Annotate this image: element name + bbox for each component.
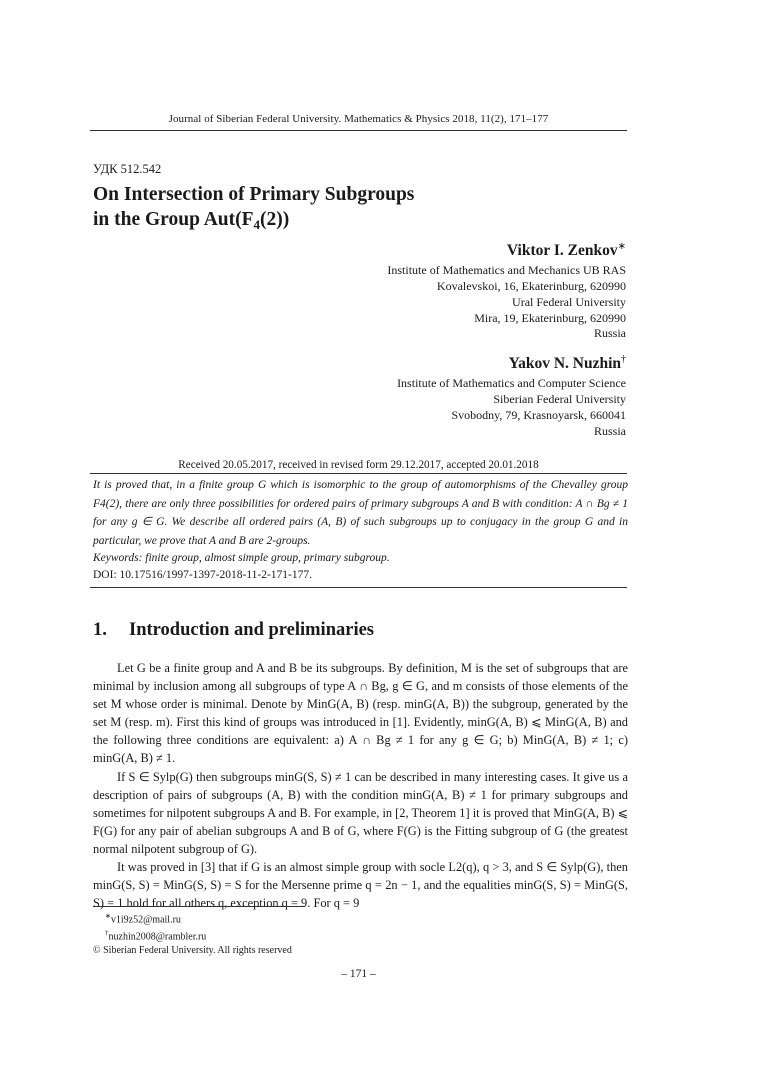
abstract-rule-top — [90, 473, 627, 474]
affiliation-line: Siberian Federal University — [493, 391, 626, 406]
author-block-1 — [387, 241, 626, 342]
affiliation-line: Ural Federal University — [512, 294, 626, 309]
copyright: © Siberian Federal University. All rights reserved — [93, 944, 292, 956]
paragraph: It was proved in [3] that if G is an almost simple group with socle L2(q), q > 3, and S ∈ Sylp(G), then minG(S, S) = MinG(S, S) = S for the Mersenne prime q = 2n − 1, and the equalities minG(S, S) = MinG(S, S) = 1 hold for all others q, exception q = 9. For q = 9 — [93, 860, 628, 911]
keywords: Keywords: finite group, almost simple group, primary subgroup. — [93, 552, 390, 564]
author-name: Viktor I. Zenkov∗ — [506, 241, 626, 260]
header-rule — [90, 130, 627, 131]
title-line-2: in the Group $Aut(F_4(2))$ — [93, 209, 290, 232]
affiliation-line: Kovalevskoi, 16, Ekaterinburg, 620990 — [436, 278, 626, 293]
footnotes — [93, 910, 292, 957]
affiliation-line: Russia — [593, 326, 626, 341]
paragraph: Let G be a finite group and A and B be its subgroups. By definition, M is the set of subgroups that are minimal by inclusion among all subgroups of type A ∩ Bg, g ∈ G, and m consists of those elements of the set M whose order is minimal. Denote by MinG(A, B) (resp. minG(A, B)) the subgroup, generated by the set M (resp. m). First this kind of groups was introduced in [1]. Evidently, minG(A, B) ⩽ MinG(A, B) and the following three conditions are equivalent: a) A ∩ Bg ≠ 1 for any g ∈ G; b) MinG(A, B) ≠ 1; c) minG(A, B) ≠ 1. — [93, 661, 628, 766]
title-line-1: On Intersection of Primary Subgroups — [93, 184, 415, 205]
received-dates: Received 20.05.2017, received in revised form 29.12.2017, accepted 20.01.2018 — [178, 459, 539, 471]
udk-code: УДК 512.542 — [93, 162, 162, 176]
author-name: Yakov N. Nuzhin† — [508, 354, 626, 373]
affiliation-line: Svobodny, 79, Krasnoyarsk, 660041 — [451, 407, 626, 422]
footnote: †nuzhin2008@rambler.ru — [105, 928, 207, 943]
running-head: Journal of Siberian Federal University. Mathematics & Physics 2018, 11(2), 171–177 — [168, 113, 549, 125]
footnote: ∗v1i9z52@mail.ru — [105, 912, 181, 926]
affiliation-line: Institute of Mathematics and Mechanics UB RAS — [387, 263, 626, 278]
paper-title — [93, 182, 613, 233]
affiliation-line: Russia — [593, 423, 626, 438]
author-block-2 — [397, 354, 626, 439]
section-heading: 1. Introduction and preliminaries — [93, 620, 374, 640]
body-text — [93, 659, 628, 912]
affiliation-line: Institute of Mathematics and Computer Science — [397, 376, 626, 391]
keywords-block — [93, 550, 628, 584]
footnote-rule — [93, 906, 305, 907]
paragraph: If S ∈ Sylp(G) then subgroups minG(S, S) ≠ 1 can be described in many interesting cases. It give us a description of pairs of subgroups (A, B) with the condition minG(A, B) ≠ 1 for primary subgroups and sometimes for nilpotent subgroups A and B. For example, in [2, Theorem 1] it is proved that MinG(A, B) ⩽ F(G) for any pair of abelian subgroups A and B of G, where F(G) is the Fitting subgroup of G (the greatest normal nilpotent subgroup of G). — [93, 769, 628, 856]
abstract: It is proved that, in a finite group G which is isomorphic to the group of automorphisms of the Chevalley group F4(2), there are only three possibilities for ordered pairs of primary subgroups A and B with condition: A ∩ Bg ≠ 1 for any g ∈ G. We describe all ordered pairs (A, B) of such subgroups up to conjugacy in the group G and in particular, we prove that A and B are 2-groups. — [93, 479, 628, 547]
page-number: – 171 – — [341, 968, 376, 980]
affiliation-line: Mira, 19, Ekaterinburg, 620990 — [474, 310, 626, 325]
doi: DOI: 10.17516/1997-1397-2018-11-2-171-177. — [93, 569, 313, 581]
abstract-rule-bottom — [90, 587, 627, 588]
